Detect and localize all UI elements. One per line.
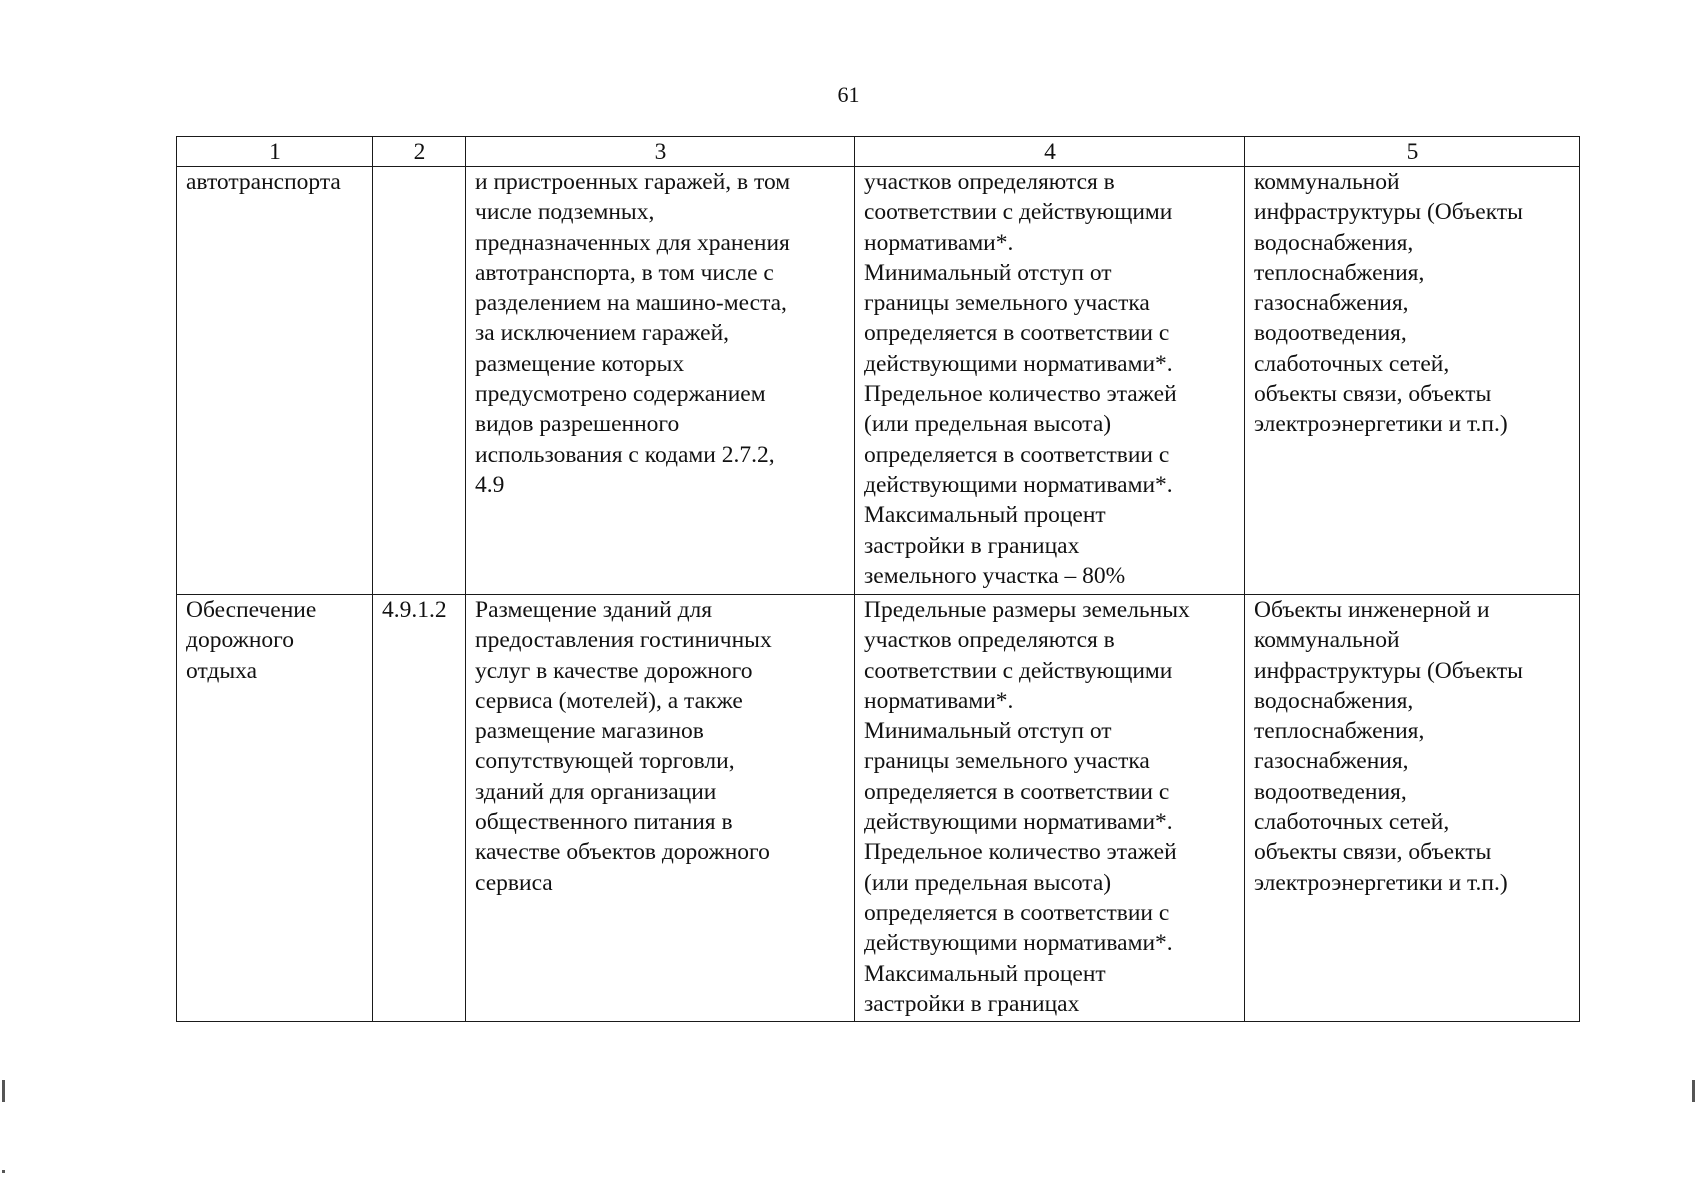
scan-mark-left-low [2,1170,5,1173]
parameters-cell [855,595,1245,1022]
scan-mark-right [1692,1080,1695,1102]
use-description-text: и пристроенных гаражей, в том числе подземных, предназначенных для хранения автотранспорта, в том числе с разделением на машино-места, за исключением гаражей, размещение которых предусмотрено содержанием видов разрешенного использования с кодами 2.7.2, 4.9 [475,169,791,498]
scan-mark-left [2,1080,5,1102]
header-col-1: 1 [177,137,373,167]
permitted-objects-cell [1245,595,1580,1022]
use-type-cell [177,595,373,1022]
parameters-text: участков определяются в соответствии с действующими нормативами*. Минимальный отступ от границы земельного участка определяется в соответствии с действующими нормативами*. Предельное количество этажей (или предельная высота) определяется в соответствии с действующими нормативами*. Максимальный процент застройки в границах земельного участка – 80% [864,169,1177,589]
parameters-text: Предельные размеры земельных участков определяются в соответствии с действующими нормативами*. Минимальный отступ от границы земельного участка определяется в соответствии с действующими нормативами*. Предельное количество этажей (или предельная высота) определяется в соответствии с действующими нормативами*. Максимальный процент застройки в границах [864,597,1190,1017]
use-description-cell [466,595,855,1022]
table-header-row [177,137,1580,167]
page-number: 61 [837,82,860,107]
use-code-text: 4.9.1.2 [382,597,447,623]
use-type-text: Обеспечение дорожного отдыха [186,597,317,684]
use-type-cell [177,167,373,595]
header-col-4: 4 [855,137,1245,167]
use-code-cell [373,595,466,1022]
land-use-table [176,136,1580,1022]
header-col-2: 2 [373,137,466,167]
header-col-3: 3 [466,137,855,167]
permitted-objects-text: коммунальной инфраструктуры (Объекты водоснабжения, теплоснабжения, газоснабжения, водоотведения, слаботочных сетей, объекты связи, объекты электроэнергетики и т.п.) [1254,169,1523,438]
table-row [177,595,1580,1022]
use-code-cell [373,167,466,595]
permitted-objects-cell [1245,167,1580,595]
permitted-objects-text: Объекты инженерной и коммунальной инфраструктуры (Объекты водоснабжения, теплоснабжения, газоснабжения, водоотведения, слаботочных сетей, объекты связи, объекты электроэнергетики и т.п.) [1254,597,1523,896]
header-col-5: 5 [1245,137,1580,167]
parameters-cell [855,167,1245,595]
table-row [177,167,1580,595]
use-description-text: Размещение зданий для предоставления гостиничных услуг в качестве дорожного сервиса (мотелей), а также размещение магазинов сопутствующей торговли, зданий для организации общественного питания в качестве объектов дорожного сервиса [475,597,772,896]
use-code-text [382,167,457,594]
use-description-cell [466,167,855,595]
use-type-text: автотранспорта [186,169,341,195]
